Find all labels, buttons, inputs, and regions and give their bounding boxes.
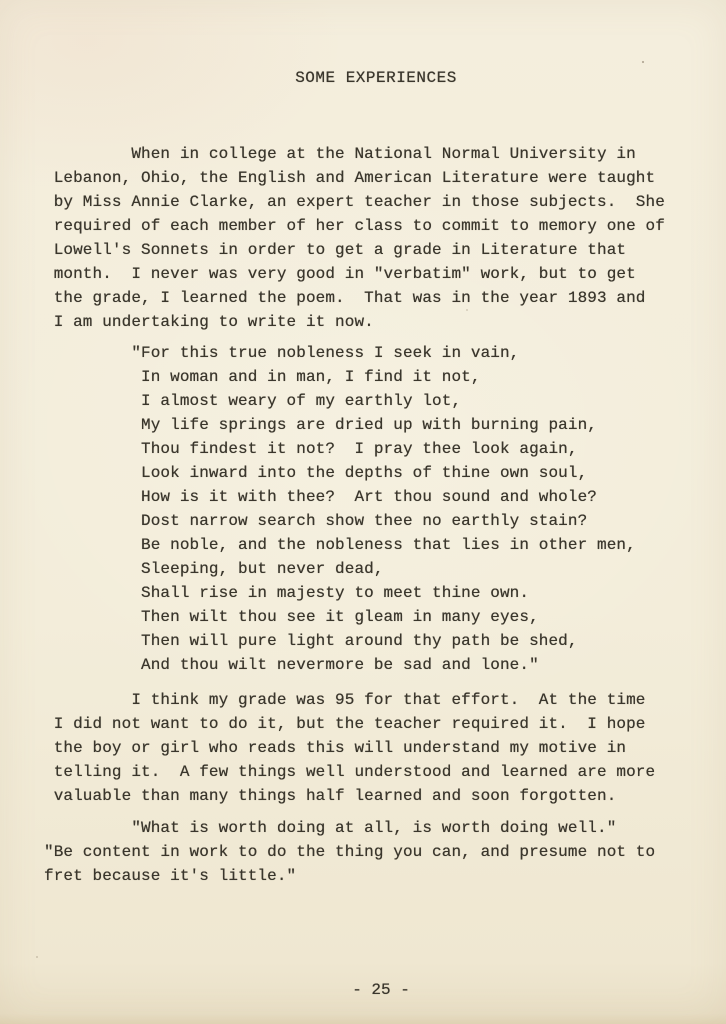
text-line: fret because it's little." xyxy=(44,867,297,885)
text-line: I almost weary of my earthly lot, xyxy=(44,392,462,410)
text-line: And thou wilt nevermore be sad and lone." xyxy=(44,656,539,674)
text-line: required of each member of her class to commit to memory one of xyxy=(44,217,665,235)
text-line: the grade, I learned the poem. That was in the year 1893 and xyxy=(44,289,646,307)
text-line: Then wilt thou see it gleam in many eyes, xyxy=(44,608,539,626)
page-title: SOME EXPERIENCES xyxy=(295,69,457,87)
text-line: "What is worth doing at all, is worth doing well." xyxy=(44,819,617,837)
text-line: "Be content in work to do the thing you can, and presume not to xyxy=(44,843,656,861)
page-number: - 25 - xyxy=(352,981,410,999)
text-line: valuable than many things half learned and soon forgotten. xyxy=(44,787,617,805)
poem-block xyxy=(44,341,636,677)
text-line: I am undertaking to write it now. xyxy=(44,313,374,331)
text-line: Dost narrow search show thee no earthly stain? xyxy=(44,512,588,530)
text-line: My life springs are dried up with burning pain, xyxy=(44,416,597,434)
text-line: Lebanon, Ohio, the English and American Literature were taught xyxy=(44,169,656,187)
text-line: Lowell's Sonnets in order to get a grade in Literature that xyxy=(44,241,627,259)
paragraph-intro xyxy=(44,142,665,334)
text-line: month. I never was very good in "verbatim" work, but to get xyxy=(44,265,636,283)
paragraph-grade xyxy=(44,688,655,808)
text-line: Shall rise in majesty to meet thine own. xyxy=(44,584,530,602)
text-line: telling it. A few things well understood and learned are more xyxy=(44,763,656,781)
text-line: the boy or girl who reads this will understand my motive in xyxy=(44,739,627,757)
text-line: by Miss Annie Clarke, an expert teacher in those subjects. She xyxy=(44,193,665,211)
paragraph-quotes xyxy=(44,816,655,888)
text-line: Then will pure light around thy path be shed, xyxy=(44,632,578,650)
text-line: "For this true nobleness I seek in vain, xyxy=(44,344,520,362)
text-line: Sleeping, but never dead, xyxy=(44,560,384,578)
text-line: When in college at the National Normal University in xyxy=(44,145,636,163)
text-line: Be noble, and the nobleness that lies in other men, xyxy=(44,536,636,554)
text-line: In woman and in man, I find it not, xyxy=(44,368,481,386)
text-line: I think my grade was 95 for that effort. At the time xyxy=(44,691,646,709)
text-line: I did not want to do it, but the teacher required it. I hope xyxy=(44,715,646,733)
text-line: Look inward into the depths of thine own soul, xyxy=(44,464,588,482)
text-line: How is it with thee? Art thou sound and whole? xyxy=(44,488,597,506)
text-line: Thou findest it not? I pray thee look again, xyxy=(44,440,578,458)
